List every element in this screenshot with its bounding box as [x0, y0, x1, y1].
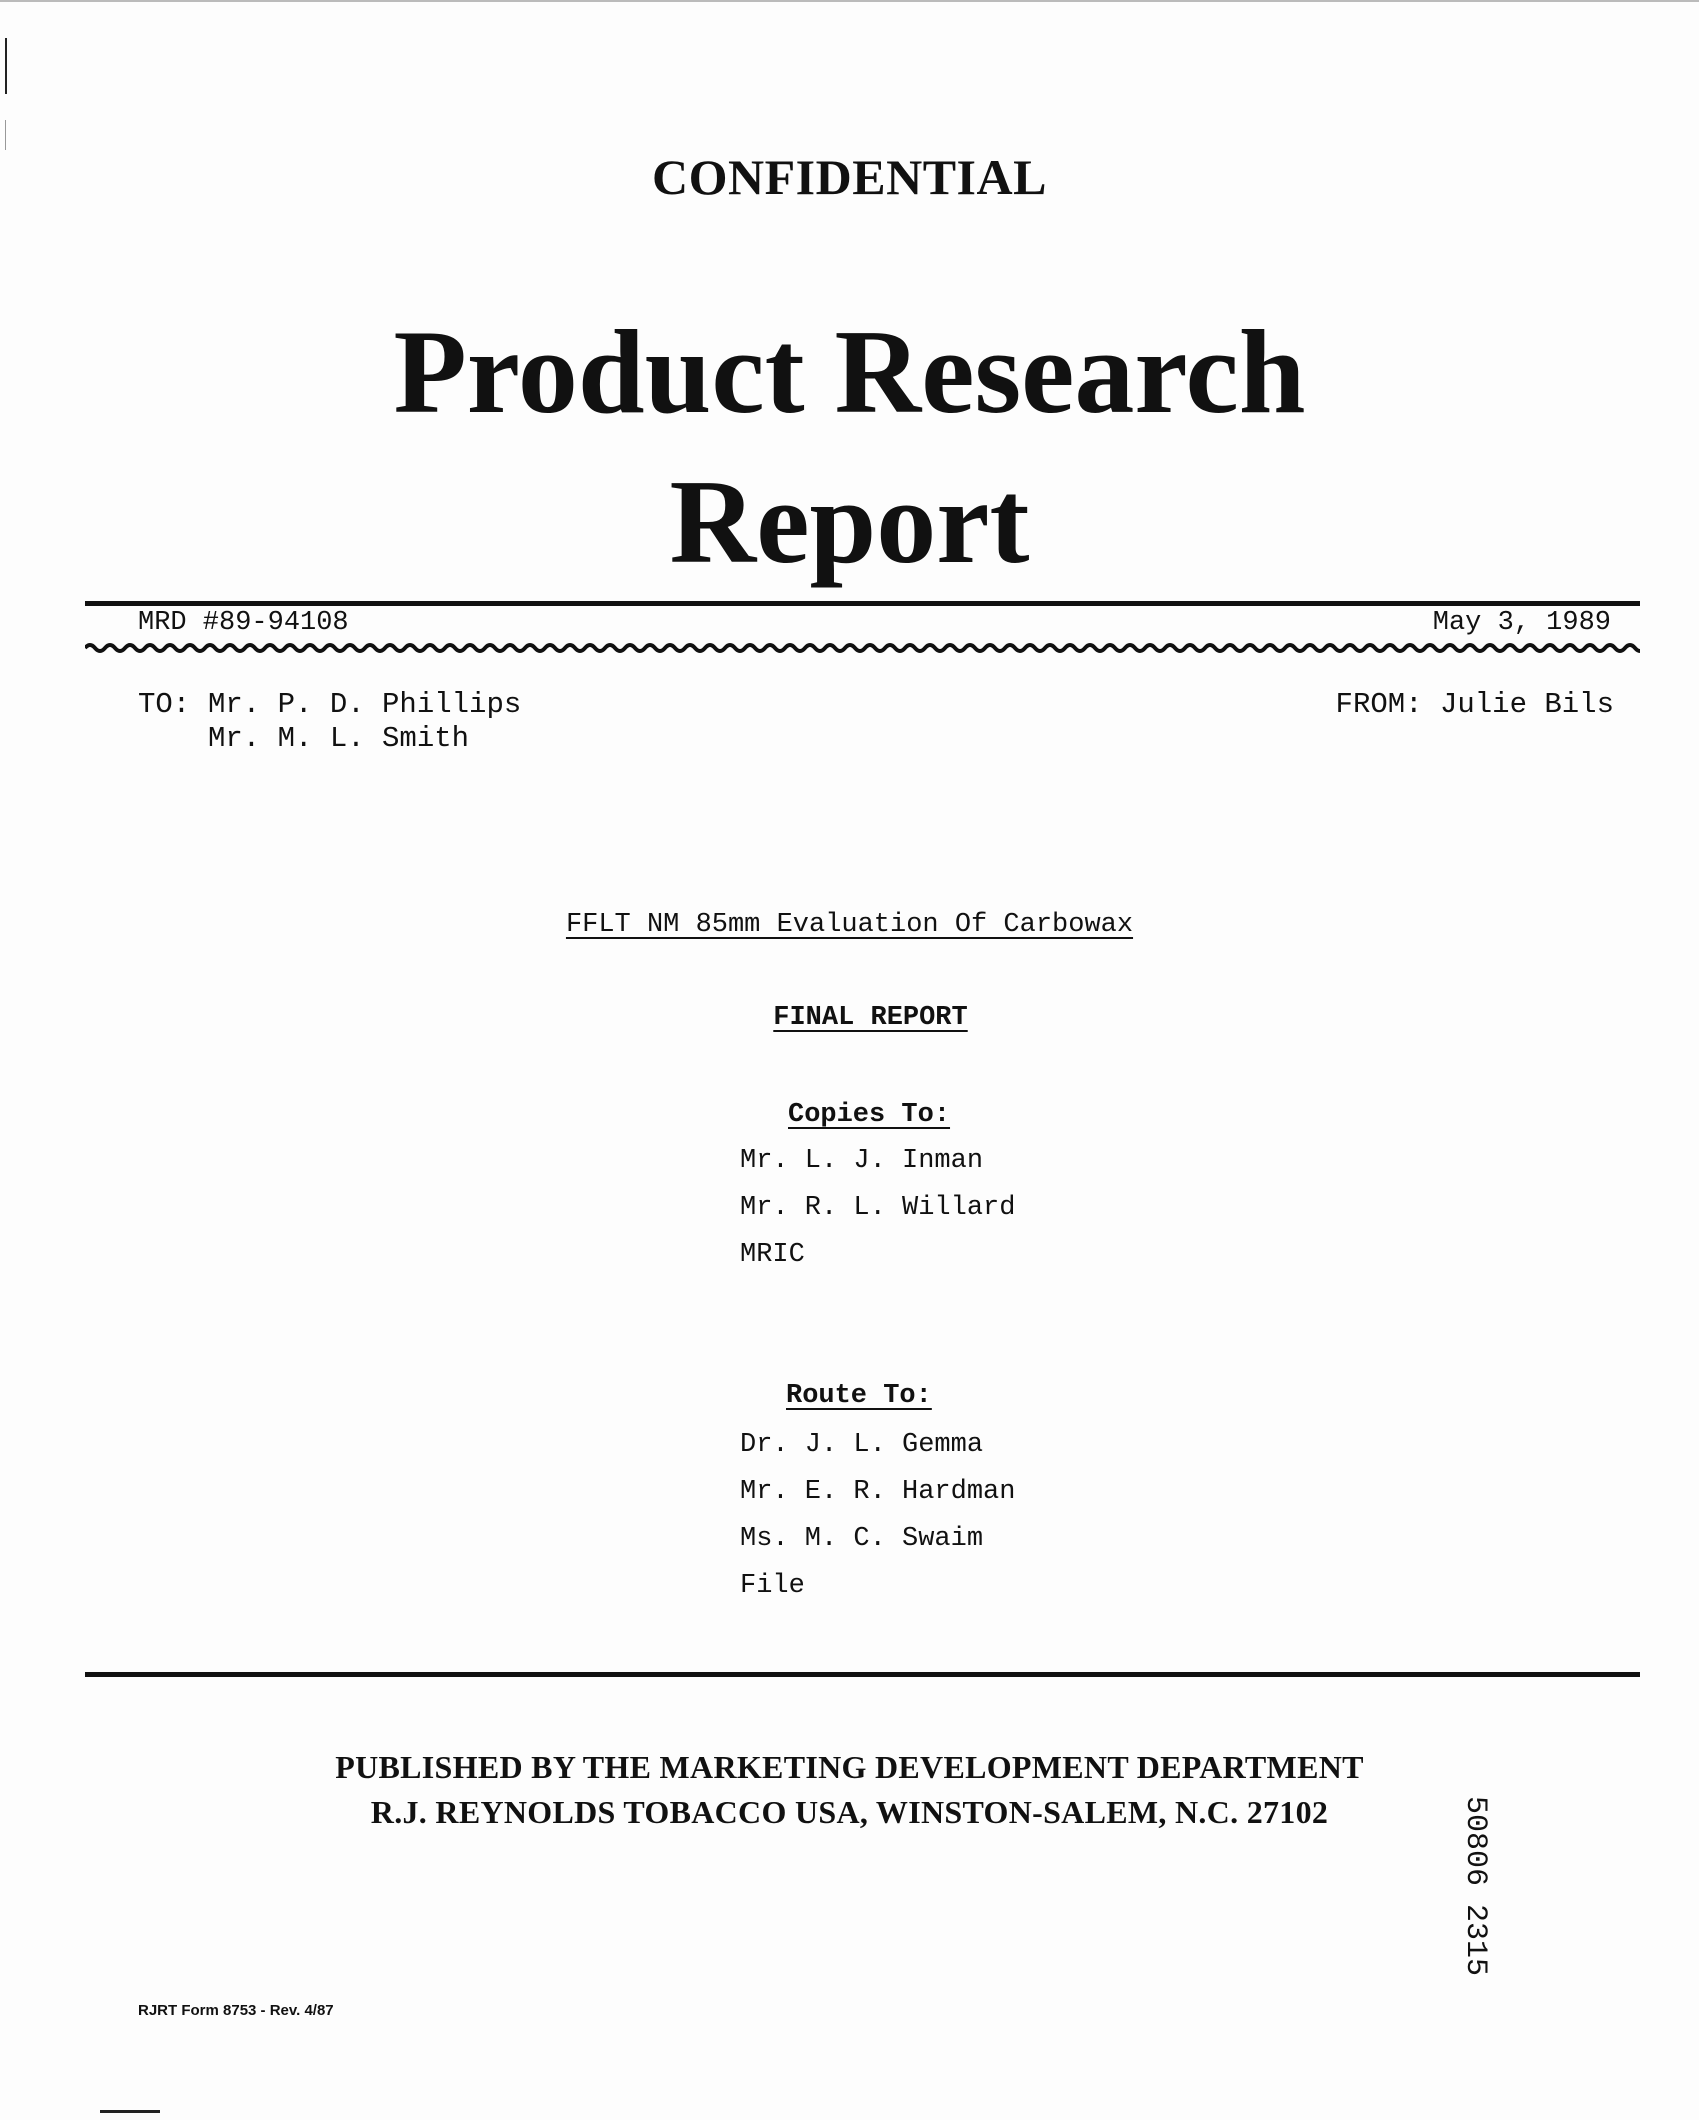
route-to-name: Dr. J. L. Gemma	[740, 1430, 984, 1460]
report-title-line2: Report	[669, 455, 1030, 588]
publisher-line2: R.J. REYNOLDS TOBACCO USA, WINSTON-SALEM, N.C. 27102	[370, 1794, 1329, 1830]
to-label: TO:	[138, 688, 191, 721]
route-to-text: Route To:	[786, 1381, 932, 1411]
copies-to-text: Copies To:	[788, 1100, 951, 1130]
subject-text: FFLT NM 85mm Evaluation Of Carbowax	[565, 910, 1134, 940]
subject-line	[0, 910, 1699, 940]
document-number: 50806 2315	[1458, 1796, 1492, 1977]
header-rule	[85, 601, 1640, 606]
copies-to-heading	[788, 1100, 950, 1130]
to-recipient: Mr. M. L. Smith	[208, 722, 470, 755]
publisher-line1: PUBLISHED BY THE MARKETING DEVELOPMENT DEPARTMENT	[335, 1749, 1364, 1785]
page-top-edge	[0, 0, 1699, 2]
mrd-number: MRD #89-94108	[138, 608, 349, 638]
scan-edge-mark	[100, 2110, 160, 2113]
copies-to-name: Mr. R. L. Willard	[740, 1193, 1016, 1223]
footer-rule	[85, 1672, 1640, 1677]
final-report-text: FINAL REPORT	[773, 1003, 968, 1033]
copies-to-name: MRIC	[740, 1240, 805, 1270]
form-id: RJRT Form 8753 - Rev. 4/87	[138, 2002, 334, 2019]
copies-to-name: Mr. L. J. Inman	[740, 1146, 984, 1176]
report-date: May 3, 1989	[1432, 608, 1611, 638]
scan-edge-mark	[5, 38, 7, 94]
scan-edge-mark	[5, 120, 6, 150]
to-recipient: Mr. P. D. Phillips	[208, 688, 522, 721]
report-title-line1: Product Research	[393, 305, 1306, 438]
wavy-rule	[85, 642, 1640, 654]
from-line: FROM: Julie Bils	[1335, 688, 1614, 721]
route-to-name: File	[740, 1571, 805, 1601]
route-to-name: Ms. M. C. Swaim	[740, 1524, 984, 1554]
confidential-label: CONFIDENTIAL	[652, 149, 1047, 205]
route-to-heading	[786, 1381, 932, 1411]
route-to-name: Mr. E. R. Hardman	[740, 1477, 1016, 1507]
final-report-heading	[0, 1003, 1699, 1033]
